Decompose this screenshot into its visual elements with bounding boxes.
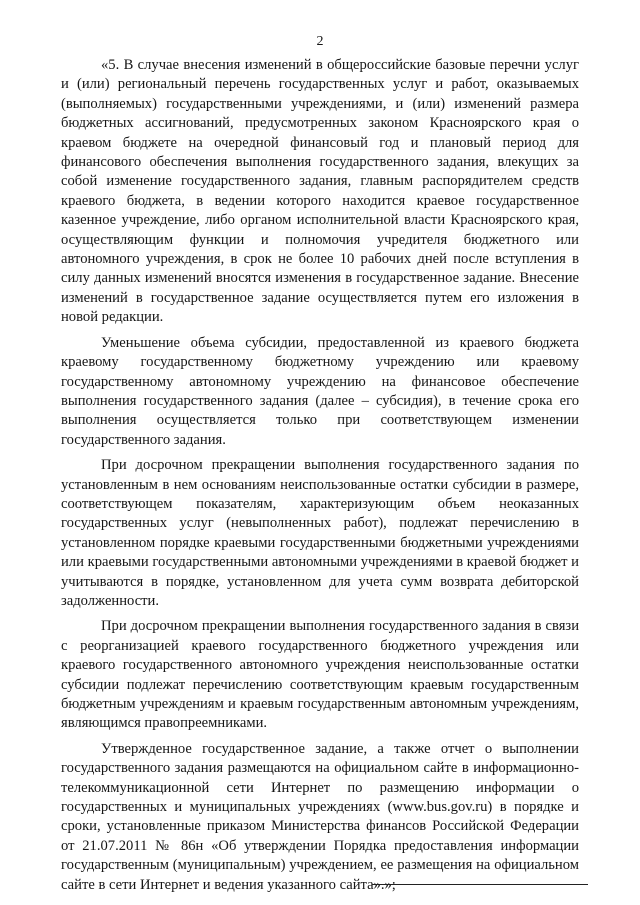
bottom-divider [372,884,588,885]
paragraph-early-termination: При досрочном прекращении выполнения государственного задания по установленным в нем основаниям неиспользованные остатки субсидии в размере, соответствующем показателям, характеризующим объем неоказанных государственных услуг (невыполненных работ), подлежат перечислению в установленном порядке краевыми государственными бюджетными учреждениями или краевыми государственными автономными учреждениями в краевой бюджет и учитываются в порядке, установленном для учета сумм возврата дебиторской задолженности. [61,457,579,609]
paragraph-publication: Утвержденное государственное задание, а также отчет о выполнении государственного задания размещаются на официальном сайте в информационно-телекоммуникационной сети Интернет по размещению информации о государственных и муниципальных учреждениях (www.bus.gov.ru) в порядке и сроки, установленные приказом Министерства финансов Российской Федерации от 21.07.2011 № 86н «Об утверждении Порядка предоставления информации государственным (муниципальным) учреждением, ее размещения на официальном сайте в сети Интернет и ведения указанного сайта».»; [61,740,579,893]
paragraph-subsidy-reduction: Уменьшение объема субсидии, предоставленной из краевого бюджета краевому государственному бюджетному учреждению или краевому государственному автономному учреждению на финансовое обеспечение выполнения государственного задания (далее – субсидия), в течение срока его выполнения осуществляется только при соответствующем изменении государственного задания. [61,334,579,448]
paragraph-reorganization: При досрочном прекращении выполнения государственного задания в связи с реорганизацией краевого государственного бюджетного учреждения или краевого государственного автономного учреждения неиспользованные остатки субсидии подлежат перечислению соответствующим краевым государственным бюджетным учреждениям и краевым государственным автономным учреждениям, являющимся правопреемниками. [61,618,579,732]
page-number: 2 [316,34,324,49]
document-body [61,56,579,895]
paragraph-clause-5: «5. В случае внесения изменений в общероссийские базовые перечни услуг и (или) региональный перечень государственных услуг и работ, оказываемых (выполняемых) государственными учреждениями, и (или) изменений размера бюджетных ассигнований, предусмотренных законом Красноярского края о краевом бюджете на очередной финансовый год и плановый период для финансового обеспечения выполнения государственного задания, влекущих за собой изменение государственного задания, главным распорядителем средств краевого бюджета, в ведении которого находится краевое государственное казенное учреждение, либо органом исполнительной власти Красноярского края, осуществляющим функции и полномочия учредителя бюджетного или автономного учреждения, в срок не более 10 рабочих дней после вступления в силу данных изменений вносятся изменения в государственное задание. Внесение изменений в государственное задание осуществляется путем его изложения в новой редакции. [61,57,579,326]
